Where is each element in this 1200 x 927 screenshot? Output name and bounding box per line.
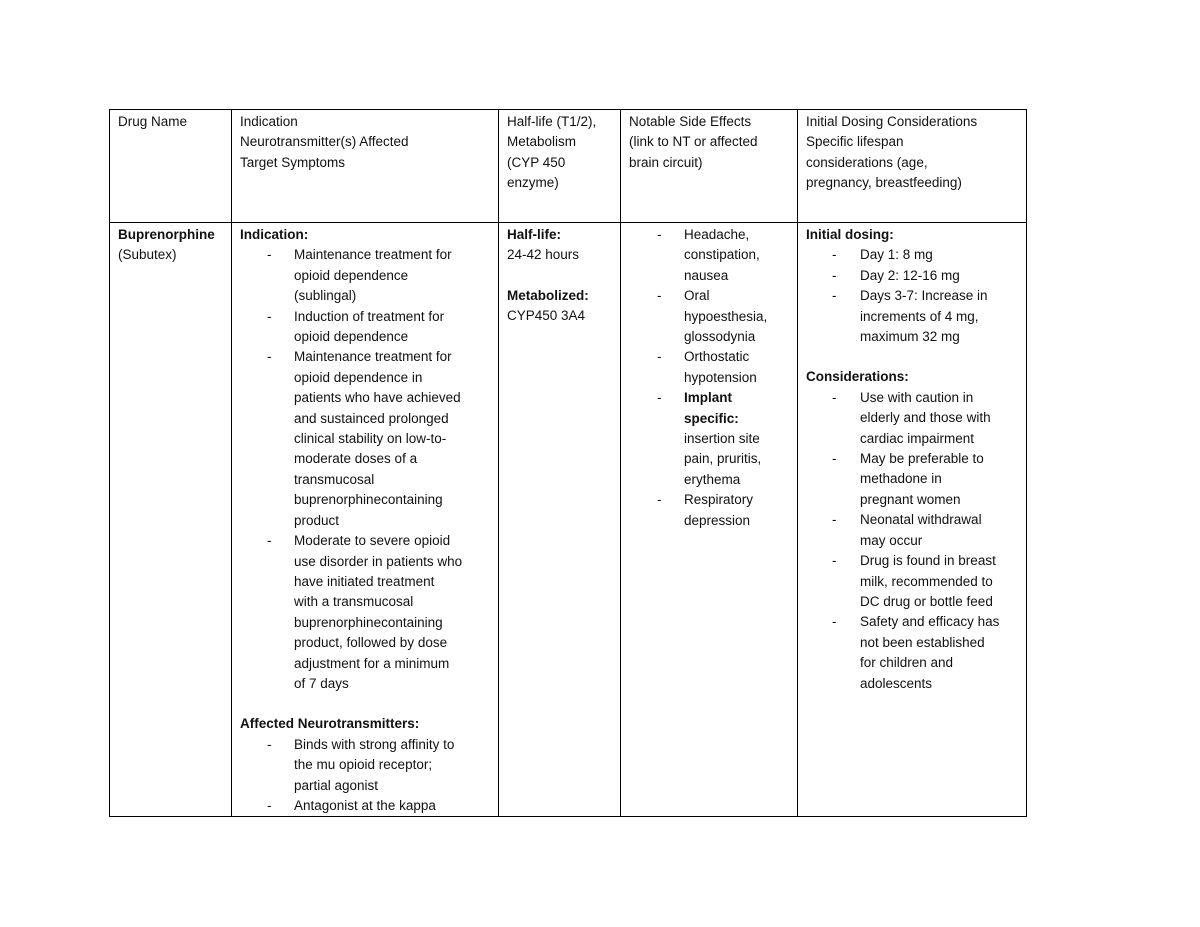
considerations-title: Considerations: [806, 369, 909, 385]
indication-item [240, 347, 492, 531]
dosing-item [806, 245, 1020, 265]
consideration-item-line: for children and [860, 655, 954, 671]
dosing-item [806, 286, 1020, 347]
indication-item-line: moderate doses of a [294, 451, 418, 467]
dash-bullet: - [657, 349, 662, 365]
drug-name: Buprenorphine [118, 227, 215, 242]
side-effect-item-line: Headache, [684, 227, 750, 242]
header-line: Target Symptoms [240, 154, 346, 170]
side-effect-item-line: Respiratory [684, 492, 754, 508]
side-effect-item-line: glossodynia [684, 329, 756, 345]
cell-pharmacokinetics [499, 223, 621, 817]
dash-bullet: - [267, 797, 272, 813]
consideration-item [806, 551, 1020, 612]
indication-item-line: adjustment for a minimum [294, 655, 450, 671]
header-line: Specific lifespan [806, 134, 904, 150]
drug-table [109, 109, 1027, 817]
dash-bullet: - [267, 533, 272, 549]
indication-item-line: and sustainced prolonged [294, 410, 449, 426]
consideration-item [806, 612, 1020, 694]
consideration-item-line: methadone in [860, 471, 942, 487]
header-drug-name [110, 110, 232, 223]
considerations-list [806, 388, 1020, 694]
consideration-item-line: Neonatal withdrawal [860, 512, 982, 528]
indication-item-line: Moderate to severe opioid [294, 533, 451, 549]
consideration-item-line: DC drug or bottle feed [860, 593, 993, 609]
dash-bullet: - [832, 451, 837, 467]
header-line: Drug Name [118, 114, 188, 129]
nt-title: Affected Neurotransmitters: [240, 716, 420, 732]
side-effect-item-line: Implant [684, 390, 733, 406]
nt-item-line: the mu opioid receptor; [294, 757, 433, 773]
consideration-item-line: cardiac impairment [860, 430, 975, 446]
indication-item [240, 307, 492, 348]
cell-indication [232, 223, 499, 817]
header-row [110, 110, 1027, 223]
side-effects-list [629, 225, 791, 531]
indication-item-line: Induction of treatment for [294, 308, 445, 324]
consideration-item-line: adolescents [860, 675, 933, 691]
indication-item-line: (sublingal) [294, 288, 357, 304]
header-line: Neurotransmitter(s) Affected [240, 134, 409, 150]
consideration-item-line: elderly and those with [860, 410, 991, 426]
dosing-item-line: maximum 32 mg [860, 329, 960, 345]
dash-bullet: - [832, 553, 837, 569]
indication-title: Indication: [240, 227, 309, 242]
nt-item-line: partial agonist [294, 777, 379, 793]
dash-bullet: - [657, 492, 662, 508]
dash-bullet: - [832, 267, 837, 283]
dosing-item-line: Days 3-7: Increase in [860, 288, 988, 304]
consideration-item-line: not been established [860, 634, 985, 650]
indication-item-line: of 7 days [294, 675, 349, 691]
indication-item-line: Maintenance treatment for [294, 247, 452, 263]
dash-bullet: - [832, 512, 837, 528]
dash-bullet: - [267, 736, 272, 752]
side-effect-item [629, 490, 791, 531]
indication-item [240, 531, 492, 694]
dash-bullet: - [657, 288, 662, 304]
side-effect-item [629, 225, 791, 286]
nt-item [240, 735, 492, 796]
header-line: Indication [240, 114, 298, 129]
cell-side-effects [621, 223, 798, 817]
header-line: considerations (age, [806, 154, 928, 170]
indication-item-line: Maintenance treatment for [294, 349, 452, 365]
indication-item-line: clinical stability on low-to- [294, 431, 447, 447]
metabolized-title: Metabolized: [507, 287, 589, 303]
header-line: pregnancy, breastfeeding) [806, 175, 962, 191]
side-effect-item-line: hypotension [684, 369, 757, 385]
dash-bullet: - [267, 308, 272, 324]
half-life-title: Half-life: [507, 227, 561, 242]
dash-bullet: - [657, 390, 662, 406]
consideration-item-line: Drug is found in breast [860, 553, 996, 569]
half-life-value: 24-42 hours [507, 247, 580, 263]
dash-bullet: - [832, 288, 837, 304]
metabolized-value: CYP450 3A4 [507, 308, 586, 324]
header-dosing [798, 110, 1027, 223]
nt-item [240, 796, 492, 816]
header-line: (CYP 450 [507, 154, 566, 170]
dash-bullet: - [832, 389, 837, 405]
side-effect-item [629, 347, 791, 388]
indication-item-line: product, followed by dose [294, 635, 448, 651]
indication-item-line: product [294, 512, 340, 528]
consideration-item-line: Use with caution in [860, 389, 974, 405]
header-indication [232, 110, 499, 223]
dosing-title: Initial dosing: [806, 227, 894, 242]
side-effect-item-line: constipation, [684, 247, 760, 263]
indication-item-line: opioid dependence [294, 329, 409, 345]
side-effect-item-line: nausea [684, 267, 729, 283]
indication-item-line: transmucosal [294, 471, 375, 487]
side-effect-item-line: Orthostatic [684, 349, 750, 365]
header-side-effects [621, 110, 798, 223]
indication-item-line: with a transmucosal [294, 594, 414, 610]
dash-bullet: - [832, 614, 837, 630]
cell-dosing [798, 223, 1027, 817]
indication-item-line: patients who have achieved [294, 390, 461, 406]
dosing-item-line: increments of 4 mg, [860, 308, 979, 324]
drug-row [110, 223, 1027, 817]
side-effect-item [629, 286, 791, 347]
side-effect-item [629, 388, 791, 490]
side-effect-item-line: hypoesthesia, [684, 308, 768, 324]
side-effect-item-line: pain, pruritis, [684, 451, 762, 467]
consideration-item-line: may occur [860, 532, 923, 548]
dosing-item-line: Day 2: 12-16 mg [860, 267, 960, 283]
dosing-item-line: Day 1: 8 mg [860, 247, 933, 263]
indication-item-line: use disorder in patients who [294, 553, 463, 569]
consideration-item-line: May be preferable to [860, 451, 984, 467]
consideration-item-line: pregnant women [860, 491, 961, 507]
header-line: Initial Dosing Considerations [806, 114, 978, 129]
header-line: enzyme) [507, 175, 559, 191]
header-line: Metabolism [507, 134, 577, 150]
side-effect-item-line: Oral [684, 288, 710, 304]
side-effect-item-line: erythema [684, 471, 741, 487]
indication-item-line: buprenorphinecontaining [294, 614, 443, 630]
dash-bullet: - [832, 247, 837, 263]
dosing-item [806, 266, 1020, 286]
cell-drug-name [110, 223, 232, 817]
header-line: (link to NT or affected [629, 134, 758, 150]
side-effect-item-line: depression [684, 512, 751, 528]
header-half-life [499, 110, 621, 223]
header-line: brain circuit) [629, 154, 703, 170]
dash-bullet: - [267, 349, 272, 365]
indication-list [240, 245, 492, 694]
nt-item-line: Antagonist at the kappa [294, 797, 436, 813]
consideration-item-line: milk, recommended to [860, 573, 993, 589]
header-line: Notable Side Effects [629, 114, 752, 129]
indication-item-line: buprenorphinecontaining [294, 492, 443, 508]
indication-item [240, 245, 492, 306]
dash-bullet: - [657, 227, 662, 242]
side-effect-item-line: insertion site [684, 431, 760, 447]
consideration-item [806, 510, 1020, 551]
drug-brand: (Subutex) [118, 247, 177, 263]
dash-bullet: - [267, 247, 272, 263]
side-effect-item-line: specific: [684, 410, 739, 426]
indication-item-line: opioid dependence in [294, 369, 423, 385]
indication-item-line: have initiated treatment [294, 573, 435, 589]
consideration-item [806, 388, 1020, 449]
nt-item-line: Binds with strong affinity to [294, 736, 455, 752]
dosing-list [806, 245, 1020, 347]
indication-item-line: opioid dependence [294, 267, 409, 283]
header-line: Half-life (T1/2), [507, 114, 597, 129]
consideration-item-line: Safety and efficacy has [860, 614, 1000, 630]
nt-list [240, 735, 492, 817]
consideration-item [806, 449, 1020, 510]
